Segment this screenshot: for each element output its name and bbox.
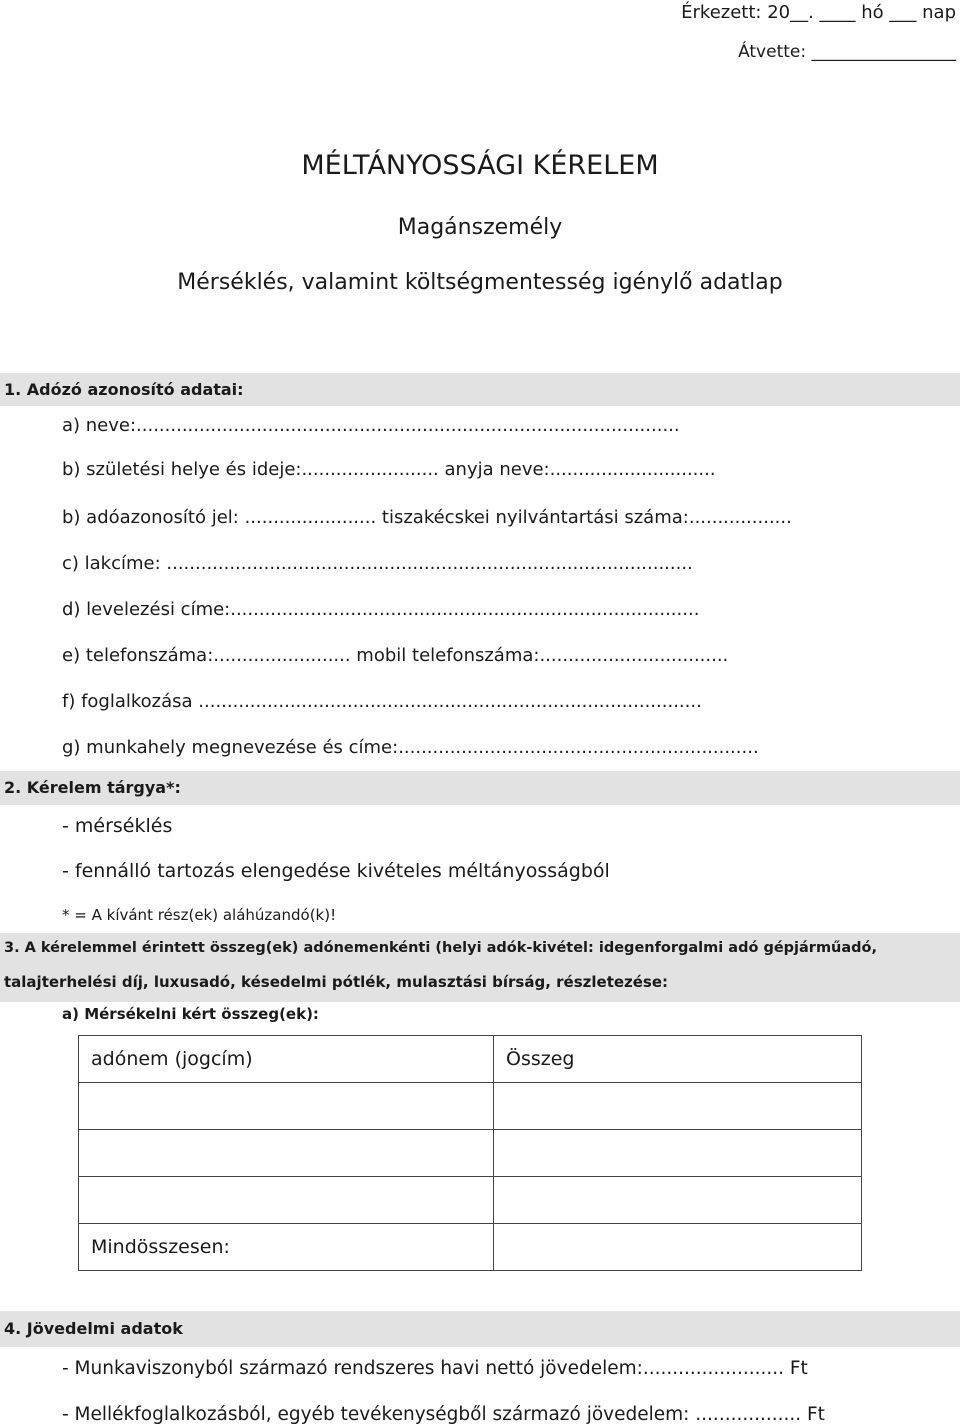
table-cell[interactable] — [494, 1130, 862, 1177]
section3-sub-a: a) Mérsékelni kért összeg(ek): — [62, 1005, 319, 1023]
page-subtitle-2: Mérséklés, valamint költségmentesség igénylő adatlap — [177, 270, 783, 295]
table-row — [79, 1177, 862, 1224]
field-occupation: f) foglalkozása ........................................................................................ — [62, 691, 702, 712]
section4-heading: 4. Jövedelmi adatok — [4, 1319, 183, 1338]
col-tax-type: adónem (jogcím) — [79, 1036, 494, 1083]
total-value-cell[interactable] — [494, 1224, 862, 1271]
col-amount: Összeg — [494, 1036, 862, 1083]
field-birth: b) születési helye és ideje:........................ anyja neve:............................. — [62, 459, 716, 480]
total-label: Mindösszesen: — [79, 1224, 494, 1271]
underline-note: * = A kívánt rész(ek) aláhúzandó(k)! — [62, 906, 337, 924]
page-subtitle: Magánszemély — [397, 215, 563, 240]
option-debt-forgiveness: - fennálló tartozás elengedése kivételes méltányosságból — [62, 860, 610, 882]
table-cell[interactable] — [79, 1083, 494, 1130]
table-cell[interactable] — [79, 1130, 494, 1177]
section2-heading: 2. Kérelem tárgya*: — [4, 778, 181, 797]
arrival-date-field: Érkezett: 20__. ____ hó ___ nap — [681, 2, 956, 23]
table-row — [79, 1083, 862, 1130]
field-mailing-address: d) levelezési címe:.................................................................................. — [62, 599, 700, 620]
amounts-table — [78, 1035, 862, 1271]
section4-band — [0, 1311, 960, 1347]
field-address: c) lakcíme: ............................................................................................ — [62, 553, 693, 574]
option-reduction: - mérséklés — [62, 815, 173, 837]
field-taxid: b) adóazonosító jel: ....................... tiszakécskei nyilvántartási száma:.................. — [62, 507, 792, 528]
income-employment: - Munkaviszonyból származó rendszeres havi nettó jövedelem:........................ Ft — [62, 1358, 808, 1379]
table-row — [79, 1130, 862, 1177]
received-by-field: Átvette: _________________ — [738, 42, 956, 62]
table-cell[interactable] — [494, 1083, 862, 1130]
section1-band — [0, 373, 960, 406]
section1-heading: 1. Adózó azonosító adatai: — [4, 380, 244, 399]
table-header-row — [79, 1036, 862, 1083]
section3-heading-line2: talajterhelési díj, luxusadó, késedelmi pótlék, mulasztási bírság, részletezése: — [4, 973, 669, 991]
section3-heading-line1: 3. A kérelemmel érintett összeg(ek) adónemenkénti (helyi adók-kivétel: idegenforgalmi adó gépjárműadó, — [4, 940, 878, 956]
table-total-row — [79, 1224, 862, 1271]
table-cell[interactable] — [79, 1177, 494, 1224]
field-phone: e) telefonszáma:........................ mobil telefonszáma:................................. — [62, 645, 729, 666]
table-cell[interactable] — [494, 1177, 862, 1224]
page-title: MÉLTÁNYOSSÁGI KÉRELEM — [301, 150, 659, 181]
field-workplace: g) munkahely megnevezése és címe:............................................................... — [62, 737, 759, 758]
income-secondary: - Mellékfoglalkozásból, egyéb tevékenységből származó jövedelem: .................. Ft — [62, 1404, 825, 1425]
field-name: a) neve:............................................................................................... — [62, 415, 680, 436]
section2-band — [0, 771, 960, 805]
